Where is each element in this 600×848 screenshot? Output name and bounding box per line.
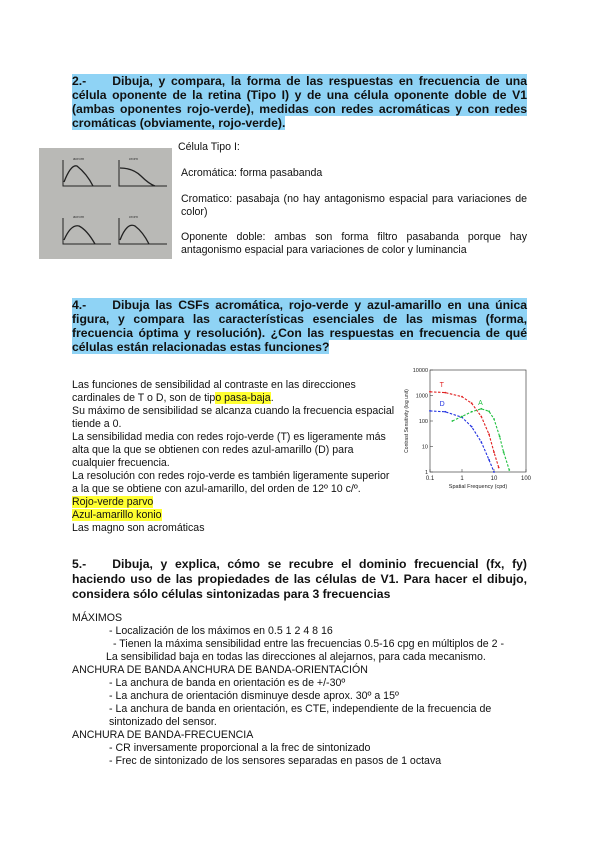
q5-o3: - La anchura de banda en orientación, es CTE, independiente de la frecuencia de sintonizado del sensor.	[109, 703, 492, 728]
q4-azul-amarillo: Azul-amarillo konio	[72, 509, 162, 521]
series-T-point-3	[471, 402, 473, 404]
series-A-point-3	[480, 408, 482, 410]
q5-o1: - La anchura de banda en orientación es de +/-30º	[109, 677, 346, 689]
y-tick-label-0: 1	[424, 470, 428, 476]
q5-m3: La sensibilidad baja en todas las direcciones al alejarnos, para cada mecanismo.	[106, 651, 486, 663]
thumb-acrom-retina: acrom	[59, 156, 114, 190]
series-T-label: T	[439, 381, 444, 389]
q2-heading	[72, 74, 527, 130]
q5-number: 5.-	[72, 557, 87, 571]
thumb-crom-retina: crom	[115, 156, 170, 190]
y-tick-label-4: 10000	[412, 368, 428, 374]
q5-m2: - Tienen la máxima sensibilidad entre las frecuencias 0.5-16 cpg en múltiplos de 2 -	[113, 638, 504, 650]
y-tick-label-3: 1000	[415, 393, 428, 400]
q5-f2: - Frec de sintonizado de los sensores separadas en pasos de 1 octava	[109, 755, 442, 767]
series-T-point-6	[493, 451, 495, 453]
q2-number: 2.-	[72, 74, 87, 88]
series-A-point-4	[488, 410, 490, 412]
series-D-point-6	[493, 471, 495, 473]
x-tick-label-2: 10	[490, 476, 498, 482]
series-D-point-3	[471, 426, 473, 428]
series-A-line	[452, 409, 509, 470]
series-A-point-0	[451, 420, 453, 422]
series-T-point-2	[461, 396, 463, 398]
q2-text: Dibuja, y compara, la forma de las respuestas en frecuencia de una célula oponente de la retina (Tipo I) y de una célula oponente doble de V1 (ambas oponentes rojo-verde), medidas con redes acromáticas y con redes cromáticas (obviamente, rojo-verde).	[72, 74, 527, 130]
x-axis-label: Spatial Frequency (cpd)	[448, 484, 508, 490]
q4-rojo-verde: Rojo-verde parvo	[72, 496, 154, 508]
q2-response-thumbnail	[39, 148, 172, 259]
chart-frame	[430, 370, 526, 472]
series-T-point-4	[480, 416, 482, 418]
q4-paragraph-1: Las funciones de sensibilidad al contraste en las direcciones cardinales de T o D, son de tipo pasa-baja.	[72, 379, 356, 404]
q2-acromatica: Acromática: forma pasabanda	[181, 167, 323, 179]
q4-paragraph-2: Su máximo de sensibilidad se alcanza cuando la frecuencia espacial tiende a 0.	[72, 405, 395, 430]
q5-o2: - La anchura de orientación disminuye desde aprox. 30º a 15º	[109, 690, 399, 702]
q5-anchura-heading: ANCHURA DE BANDA ANCHURA DE BANDA-ORIENTACIÓN	[72, 664, 368, 676]
thumb-acrom-v1: acrom	[59, 214, 114, 248]
q4-text: Dibuja las CSFs acromática, rojo-verde y azul-amarillo en una única figura, y compara las características esenciales de las mismas (forma, frecuencia óptima y resolución). ¿Con las respuestas en frecuencia de qué células están relacionadas estas funciones?	[72, 298, 527, 354]
q4-paragraph-4: La resolución con redes rojo-verde es también ligeramente superior a la que se obtiene con azul-amarillo, del orden de 12º 10 c/º.	[72, 470, 390, 495]
q2-oponente-doble: Oponente doble: ambas son forma filtro pasabanda porque hay antagonismo espacial para variaciones de color y luminancia	[181, 231, 527, 256]
q4-magno: Las magno son acromáticas	[72, 522, 205, 534]
csf-chart	[400, 362, 535, 494]
q5-heading	[72, 557, 527, 602]
series-T-point-0	[429, 391, 431, 393]
q5-freq-heading: ANCHURA DE BANDA-FRECUENCIA	[72, 729, 254, 741]
series-T-point-1	[444, 392, 446, 394]
series-T-point-5	[488, 433, 490, 435]
series-A-point-6	[499, 435, 501, 437]
q4-paragraph-3: La sensibilidad media con redes rojo-verde (T) es ligeramente más alta que la que se obtienen con redes azul-amarillo (D) para cualquier frecuencia.	[72, 431, 386, 469]
series-A-point-1	[461, 416, 463, 418]
series-A-point-8	[508, 469, 510, 471]
x-tick-label-0: 0.1	[425, 476, 435, 482]
q4-number: 4.-	[72, 298, 87, 312]
q5-m1: - Localización de los máximos en 0.5 1 2 4 8 16	[109, 625, 333, 637]
series-D-line	[430, 411, 494, 472]
series-D-label: D	[439, 401, 445, 409]
q2-cromatico: Cromatico: pasabaja (no hay antagonismo espacial para variaciones de color)	[181, 193, 527, 218]
series-D-point-0	[429, 410, 431, 412]
series-D-point-1	[444, 411, 446, 413]
q5-text: Dibuja, y explica, cómo se recubre el dominio frecuencial (fx, fy) haciendo uso de las propiedades de las células de V1. Para hacer el dibujo, considera sólo células sintonizadas para 3 frecuencias	[72, 557, 527, 601]
series-A-point-2	[471, 411, 473, 413]
q5-f1: - CR inversamente proporcional a la frec de sintonizado	[109, 742, 371, 754]
q4-heading	[72, 298, 527, 354]
q2-cell-title: Célula Tipo I:	[178, 141, 240, 153]
series-D-point-5	[488, 459, 490, 461]
y-tick-label-2: 100	[418, 419, 428, 425]
series-A-label: A	[478, 400, 483, 408]
q5-maximos: MÁXIMOS	[72, 612, 123, 624]
series-A-point-5	[493, 418, 495, 420]
y-tick-label-1: 10	[421, 444, 428, 451]
series-T-point-7	[498, 467, 500, 469]
series-A-point-7	[503, 451, 505, 453]
thumb-crom-v1: crom	[115, 214, 170, 248]
y-axis-label: Contrast Sensitivity (log unit)	[404, 389, 410, 453]
series-D-point-4	[480, 441, 482, 443]
x-tick-label-3: 100	[520, 476, 532, 482]
x-tick-label-1: 1	[460, 476, 464, 482]
